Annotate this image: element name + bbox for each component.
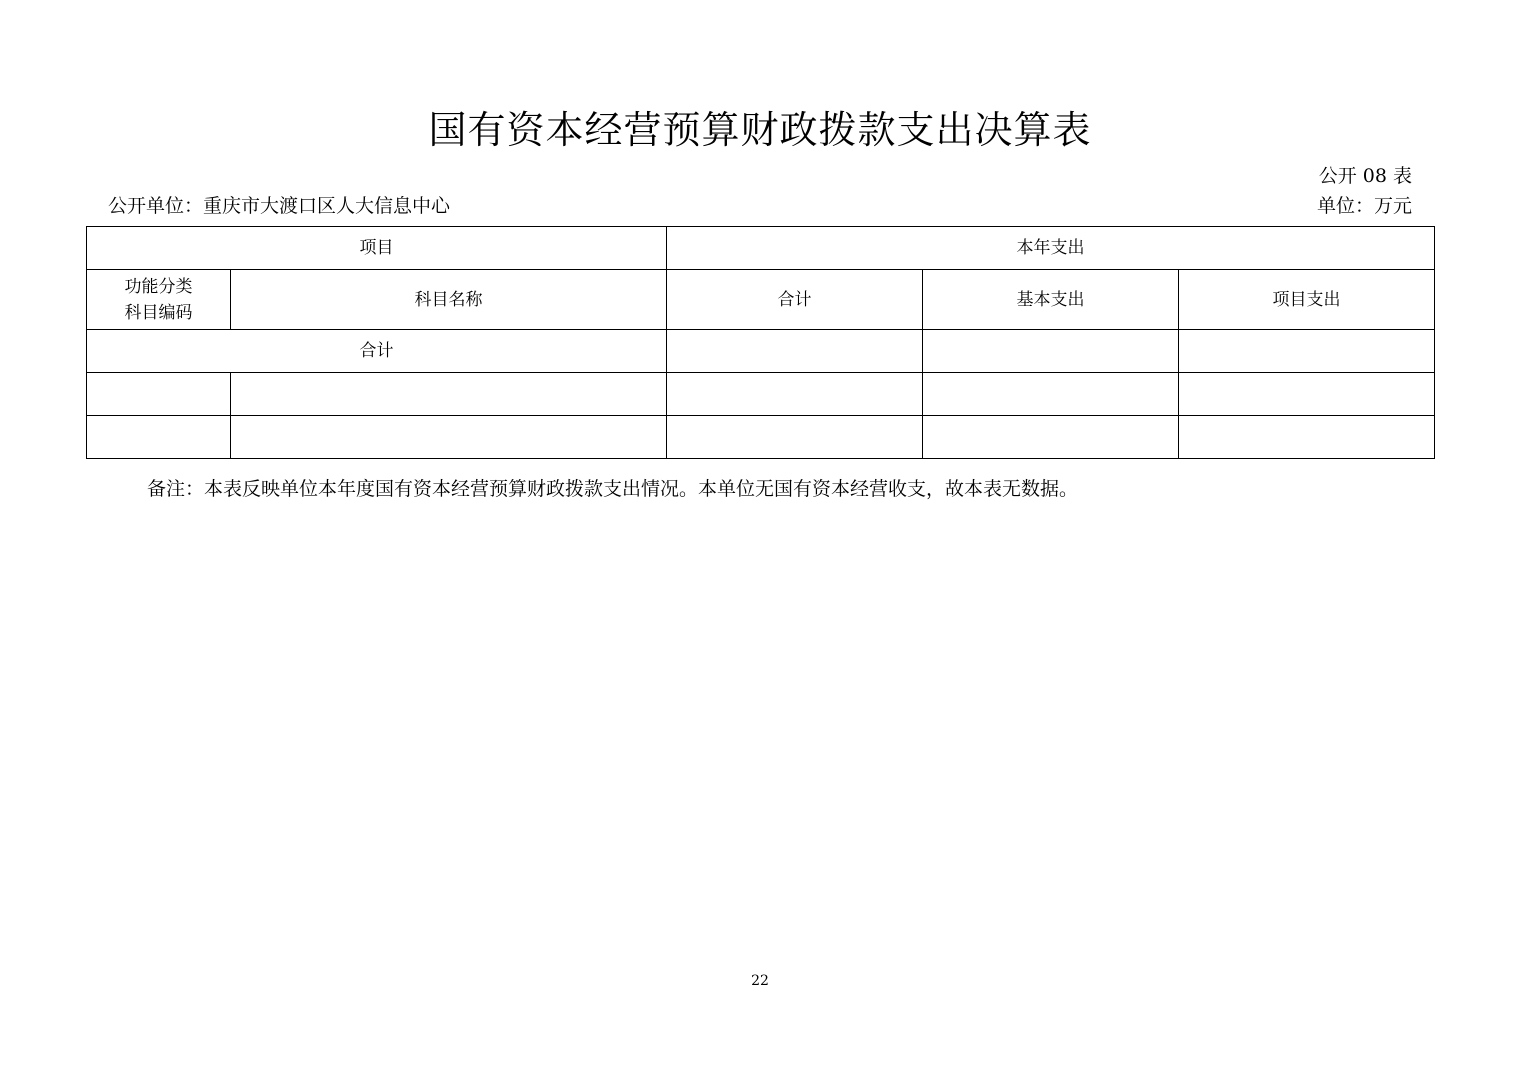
- cell-name: [231, 373, 667, 416]
- cell-total: [667, 373, 923, 416]
- total-row: [87, 330, 1435, 373]
- budget-table: [86, 226, 1435, 459]
- currency-unit: 单位：万元: [1316, 195, 1412, 217]
- header-expense-group: 本年支出: [667, 227, 1435, 270]
- header-row-columns: [87, 270, 1435, 330]
- header-project-group: 项目: [87, 227, 667, 270]
- cell-basic: [923, 416, 1179, 459]
- total-row-label: 合计: [87, 330, 667, 373]
- header-function-code-line1: 功能分类: [124, 276, 193, 297]
- total-row-basic: [923, 330, 1179, 373]
- header-function-code: [87, 270, 231, 330]
- total-row-total: [667, 330, 923, 373]
- cell-basic: [923, 373, 1179, 416]
- header-basic-expense: 基本支出: [923, 270, 1179, 330]
- header-project-expense: 项目支出: [1179, 270, 1435, 330]
- page-number: 22: [751, 973, 769, 989]
- header-function-code-line2: 科目编码: [124, 302, 193, 323]
- table-row: [87, 373, 1435, 416]
- total-row-project: [1179, 330, 1435, 373]
- form-number: 公开 08 表: [1318, 165, 1412, 187]
- cell-code: [87, 416, 231, 459]
- page-title: 国有资本经营预算财政拨款支出决算表: [428, 108, 1092, 152]
- reporting-unit: 公开单位：重庆市大渡口区人大信息中心: [108, 195, 451, 217]
- cell-total: [667, 416, 923, 459]
- header-total: 合计: [667, 270, 923, 330]
- header-row-group: [87, 227, 1435, 270]
- header-subject-name: 科目名称: [231, 270, 667, 330]
- table-row: [87, 416, 1435, 459]
- cell-code: [87, 373, 231, 416]
- cell-name: [231, 416, 667, 459]
- cell-project: [1179, 416, 1435, 459]
- table-note: 备注：本表反映单位本年度国有资本经营预算财政拨款支出情况。本单位无国有资本经营收支，故本表无数据。: [147, 478, 1079, 500]
- cell-project: [1179, 373, 1435, 416]
